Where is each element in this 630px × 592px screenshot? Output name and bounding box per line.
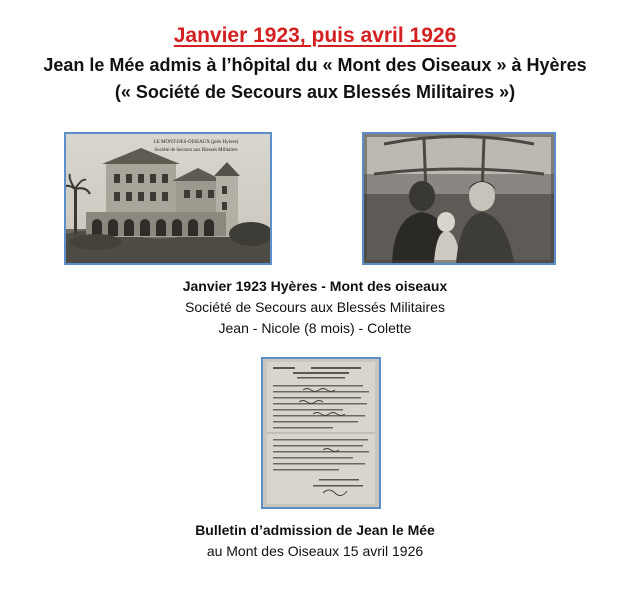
page-title: Janvier 1923, puis avril 1926 (173, 24, 457, 47)
postcard-photo-mont-des-oiseaux (64, 132, 272, 265)
caption-bulletin-line1: Bulletin d’admission de Jean le Mée (195, 522, 435, 538)
caption-photos (0, 276, 630, 339)
caption-photos-line3: Jean - Nicole (8 mois) - Colette (218, 320, 412, 336)
caption-bulletin-line2: au Mont des Oiseaux 15 avril 1926 (206, 543, 424, 559)
caption-photos-line2: Société de Secours aux Blessés Militaires (185, 299, 445, 315)
postcard-text-line1: LE MONT-DES-OISEAUX (près Hyères) (153, 140, 239, 145)
admission-bulletin-scan (261, 357, 381, 509)
caption-photos-line1: Janvier 1923 Hyères - Mont des oiseaux (182, 278, 448, 294)
page-subtitle-line1: Jean le Mée admis à l’hôpital du « Mont des Oiseaux » à Hyères (43, 55, 587, 75)
postcard-text-line2: Société de Secours aux Blessés Militaires (154, 148, 238, 153)
page-subtitle-line2: (« Société de Secours aux Blessés Militaires ») (114, 82, 516, 102)
family-photo (362, 132, 556, 265)
caption-bulletin (0, 520, 630, 562)
